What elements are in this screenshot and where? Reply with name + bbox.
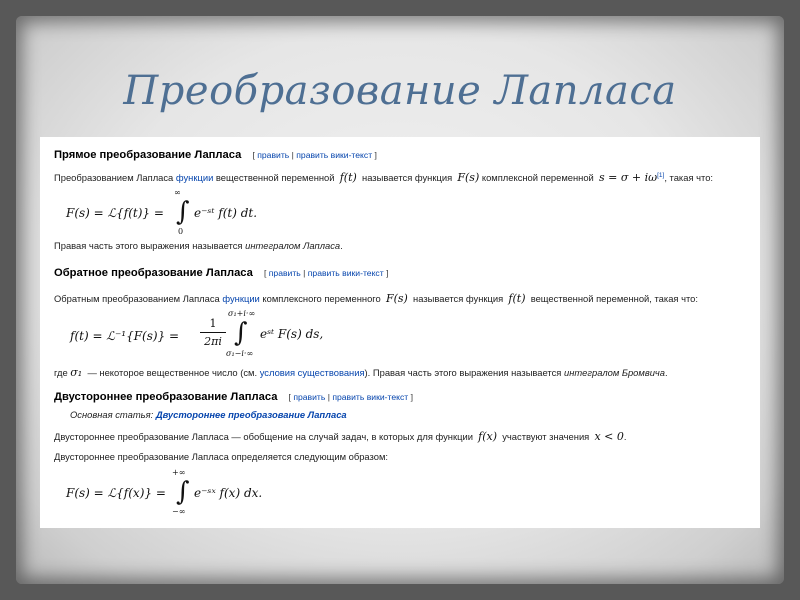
edit-wiki-link[interactable]: править вики-текст <box>307 268 384 278</box>
functions-link[interactable]: функции <box>222 293 260 304</box>
fraction-denominator: 2πi <box>204 335 222 348</box>
heading-text: Обратное преобразование Лапласа <box>54 267 253 279</box>
slide-title: Преобразование Лапласа <box>123 68 677 114</box>
paragraph-bilateral-generalization: Двустороннее преобразование Лапласа — обобщение на случай задач, в которых для функции f(x) участвуют значения x < 0. <box>54 430 627 443</box>
heading-text: Двустороннее преобразование Лапласа <box>54 391 278 403</box>
formula-inverse: f(t) = ℒ⁻¹{F(s)} = 1 2πi ∫ σ₁+i·∞ σ₁−i·∞ eˢᵗ F(s) ds, <box>70 309 324 358</box>
edit-link[interactable]: править <box>293 392 326 402</box>
paragraph-definition-direct: Преобразованием Лапласа функции вещественной переменной f(t) называется функция F(s) комплексной переменной s = σ + iω[1], такая что: <box>54 171 714 184</box>
formula-bilateral: F(s) = ℒ{f(x)} = ∫ +∞ −∞ e⁻ˢˣ f(x) dx. <box>66 468 263 516</box>
formula-direct: F(s) = ℒ{f(t)} = ∫ ∞ 0 e⁻ˢᵗ f(t) dt. <box>66 188 258 236</box>
edit-link[interactable]: править <box>268 268 301 278</box>
edit-link[interactable]: править <box>257 150 290 160</box>
existence-conditions-link[interactable]: условия существования <box>259 367 365 378</box>
edit-wiki-link[interactable]: править вики-текст <box>296 150 373 160</box>
integral-sign: ∫ <box>176 477 190 507</box>
reference-link[interactable]: [1] <box>657 171 665 179</box>
paragraph-bilateral-definition: Двустороннее преобразование Лапласа определяется следующим образом: <box>54 451 388 462</box>
paragraph-bromwich: где σ₁ — некоторое вещественное число (см. условия существования). Правая часть этого выражения называется интегралом Бромвича. <box>54 366 668 379</box>
edit-wiki-link[interactable]: править вики-текст <box>332 392 409 402</box>
section-heading-direct <box>54 149 377 161</box>
heading-text: Прямое преобразование Лапласа <box>54 149 242 161</box>
section-heading-bilateral <box>54 391 413 403</box>
main-article-note: Основная статья: Двустороннее преобразование Лапласа <box>70 409 347 420</box>
fraction-numerator: 1 <box>209 317 217 330</box>
paragraph-laplace-integral: Правая часть этого выражения называется интегралом Лапласа. <box>54 240 343 251</box>
section-heading-inverse <box>54 267 388 279</box>
integral-sign: ∫ <box>234 318 248 348</box>
wiki-screenshot <box>40 137 760 528</box>
functions-link[interactable]: функции <box>175 172 214 183</box>
main-article-link[interactable]: Двустороннее преобразование Лапласа <box>155 409 347 420</box>
edit-links: [ править | править вики-текст ] <box>252 150 377 160</box>
integral-sign: ∫ <box>176 197 190 227</box>
edit-links: [ править | править вики-текст ] <box>263 268 389 278</box>
fraction-bar <box>200 332 226 333</box>
paragraph-definition-inverse: Обратным преобразованием Лапласа функции комплексного переменного F(s) называется функция f(t) вещественной переменной, такая что: <box>54 292 698 305</box>
edit-links: [ править | править вики-текст ] <box>288 392 414 402</box>
